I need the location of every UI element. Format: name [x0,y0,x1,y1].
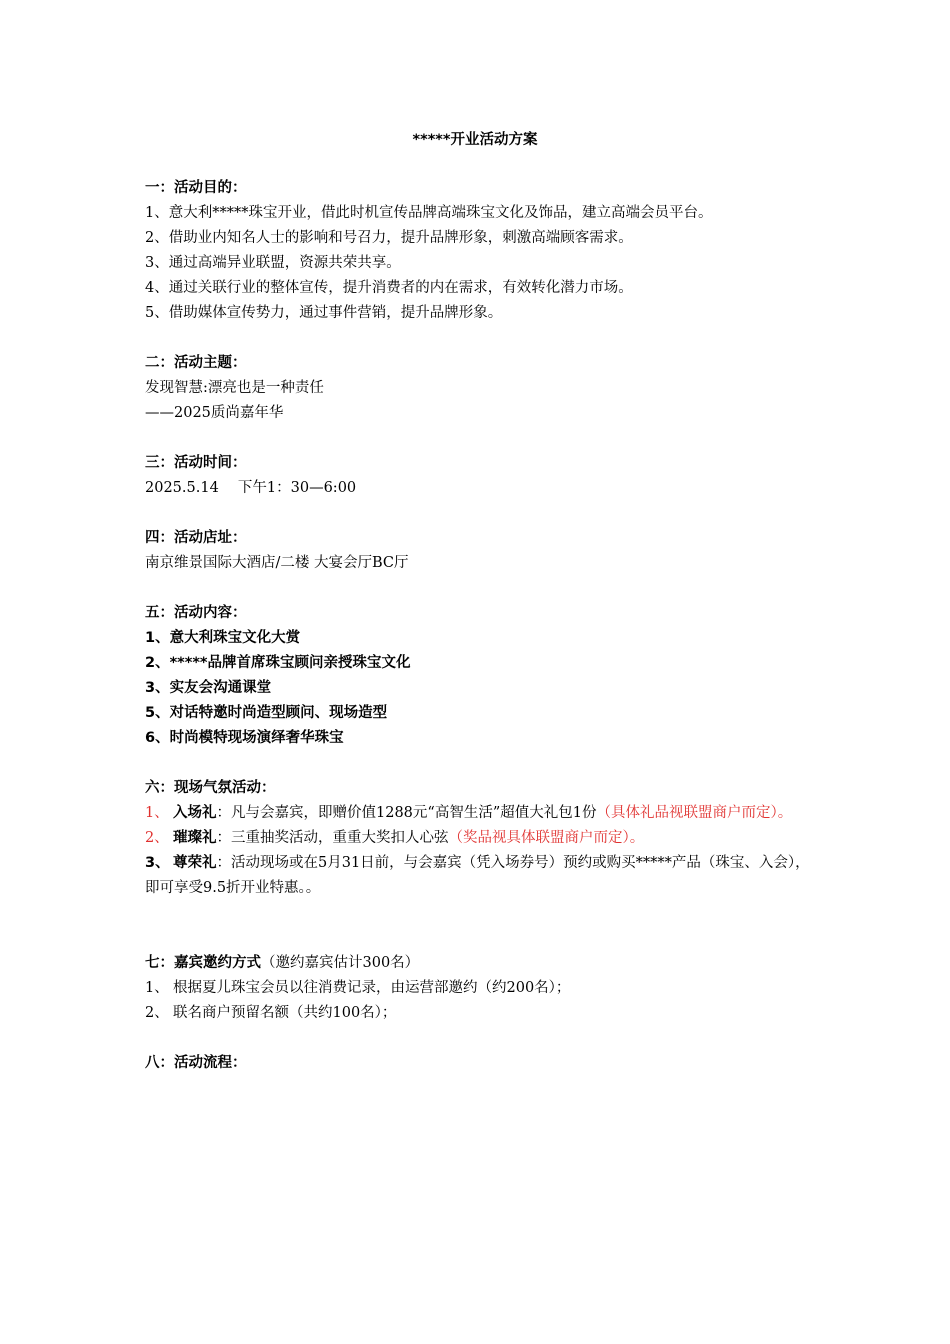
list-item: 1、意大利*****珠宝开业，借此时机宣传品牌高端珠宝文化及饰品，建立高端会员平台。 [145,205,713,221]
section-heading-content: 五：活动内容： [145,605,247,621]
item-number: 2、 [145,1005,169,1021]
list-item: 2、借助业内知名人士的影响和号召力，提升品牌形象，刺激高端顾客需求。 [145,230,633,246]
item-label: 璀璨礼 [173,830,217,846]
section-heading-purpose: 一：活动目的： [145,180,247,196]
item-number: 1、 [145,980,169,996]
section-heading-atmosphere: 六：现场气氛活动： [145,780,276,796]
section-heading-process: 八：活动流程： [145,1055,247,1071]
item-note: （具体礼品视联盟商户而定）。 [596,805,793,821]
event-time: 2025.5.14 下午1：30—6:00 [145,480,357,496]
list-item: 2、*****品牌首席珠宝顾问亲授珠宝文化 [145,655,411,671]
list-item: 6、时尚模特现场演绎奢华珠宝 [145,730,344,746]
list-item [145,1001,815,1026]
theme-line: ——2025质尚嘉年华 [145,405,284,421]
item-number: 3、 [145,855,170,871]
item-text: ：凡与会嘉宾，即赠价值1288元“高智生活”超值大礼包1份 [216,805,597,821]
item-text: 根据夏儿珠宝会员以往消费记录，由运营部邀约（约200名）； [173,980,571,996]
item-text: ：活动现场或在5月31日前，与会嘉宾（凭入场券号）预约或购买*****产品（珠宝、入会），即可享受9.5折开业特惠。。 [145,855,810,896]
event-venue: 南京维景国际大酒店/二楼 大宴会厅BC厅 [145,555,409,571]
list-item [145,801,815,826]
section-heading-time: 三：活动时间： [145,455,247,471]
item-label: 尊荣礼 [173,855,217,871]
heading-sub: （邀约嘉宾估计300名） [261,955,420,971]
document-title: *****开业活动方案 [412,132,538,148]
item-note: （奖品视具体联盟商户而定）。 [448,830,645,846]
list-item [145,976,815,1001]
item-number: 1、 [145,805,169,821]
section-heading-theme: 二：活动主题： [145,355,247,371]
document-body [145,176,815,1076]
list-item: 1、意大利珠宝文化大赏 [145,630,301,646]
list-item: 5、对话特邀时尚造型顾问、现场造型 [145,705,388,721]
list-item [145,851,815,901]
list-item: 3、通过高端异业联盟，资源共荣共享。 [145,255,401,271]
item-text: 联名商户预留名额（共约100名）； [173,1005,397,1021]
list-item [145,826,815,851]
list-item: 3、实友会沟通课堂 [145,680,272,696]
item-label: 入场礼 [173,805,217,821]
theme-line: 发现智慧:漂亮也是一种责任 [145,380,324,396]
section-heading-invitation [145,951,815,976]
list-item: 4、通过关联行业的整体宣传，提升消费者的内在需求，有效转化潜力市场。 [145,280,633,296]
item-text: ：三重抽奖活动，重重大奖扣人心弦 [216,830,449,846]
heading-text: 七：嘉宾邀约方式 [145,955,261,971]
item-number: 2、 [145,830,169,846]
list-item: 5、借助媒体宣传势力，通过事件营销，提升品牌形象。 [145,305,503,321]
section-heading-venue: 四：活动店址： [145,530,247,546]
